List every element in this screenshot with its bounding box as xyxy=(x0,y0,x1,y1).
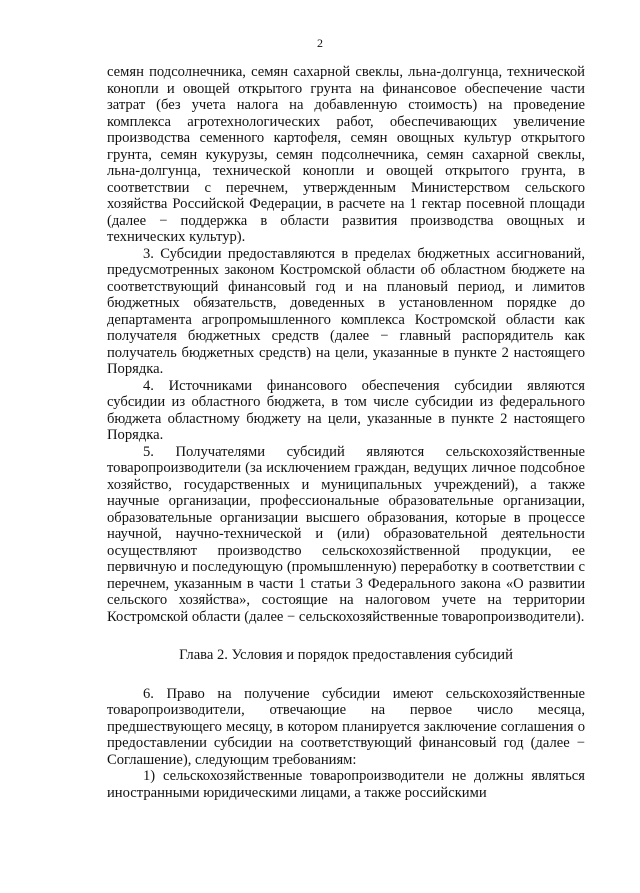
document-body xyxy=(107,64,585,801)
paragraph-item-4: 4. Источниками финансового обеспечения субсидии являются субсидии из областного бюджета, в том числе субсидии из федерального бюджета областному бюджету на цели, указанные в пункте 2 настоящего Порядка. xyxy=(107,377,585,443)
paragraph-subitem-1: 1) сельскохозяйственные товаропроизводители не должны являться иностранными юридическими лицами, а также российскими xyxy=(107,768,585,801)
chapter-heading: Глава 2. Условия и порядок предоставления субсидий xyxy=(179,647,513,663)
paragraph-continuation: семян подсолнечника, семян сахарной свеклы, льна-долгунца, технической конопли и овощей открытого грунта на финансовое обеспечение части затрат (без учета налога на добавленную стоимость) на проведение комплекса агротехнологических работ, обеспечивающих увеличение производства семенного картофеля, семян овощных культур открытого грунта, семян кукурузы, семян подсолнечника, семян сахарной свеклы, льна-долгунца, технической конопли и овощей открытого грунта, в соответствии с перечнем, утвержденным Министерством сельского хозяйства Российской Федерации, в расчете на 1 гектар посевной площади (далее − поддержка в области развития производства овощных и технических культур). xyxy=(107,64,585,245)
paragraph-item-3: 3. Субсидии предоставляются в пределах бюджетных ассигнований, предусмотренных законом Костромской области об областном бюджете на соответствующий финансовый год и на плановый период, и лимитов бюджетных обязательств, доведенных в установленном порядке до департамента агропромышленного комплекса Костромской области как получателя бюджетных средств (далее − главный распорядитель как получатель бюджетных средств) на цели, указанные в пункте 2 настоящего Порядка. xyxy=(107,245,585,377)
page-number: 2 xyxy=(317,36,323,50)
paragraph-item-6: 6. Право на получение субсидии имеют сельскохозяйственные товаропроизводители, отвечающие на первое число месяца, предшествующего месяцу, в котором планируется заключение соглашения о предоставлении субсидии на соответствующий финансовый год (далее − Соглашение), следующим требованиям: xyxy=(107,685,585,768)
paragraph-item-5: 5. Получателями субсидий являются сельскохозяйственные товаропроизводители (за исключением граждан, ведущих личное подсобное хозяйство, государственных и муниципальных учреждений), а также научные организации, профессиональные образовательные организации, образовательные организации высшего образования, которые в процессе научной, научно-технической и (или) образовательной деятельности осуществляют производство сельскохозяйственной продукции, ее первичную и последующую (промышленную) переработку в соответствии с перечнем, указанным в части 1 статьи 3 Федерального закона «О развитии сельского хозяйства», состоящие на налоговом учете на территории Костромской области (далее − сельскохозяйственные товаропроизводители). xyxy=(107,443,585,625)
